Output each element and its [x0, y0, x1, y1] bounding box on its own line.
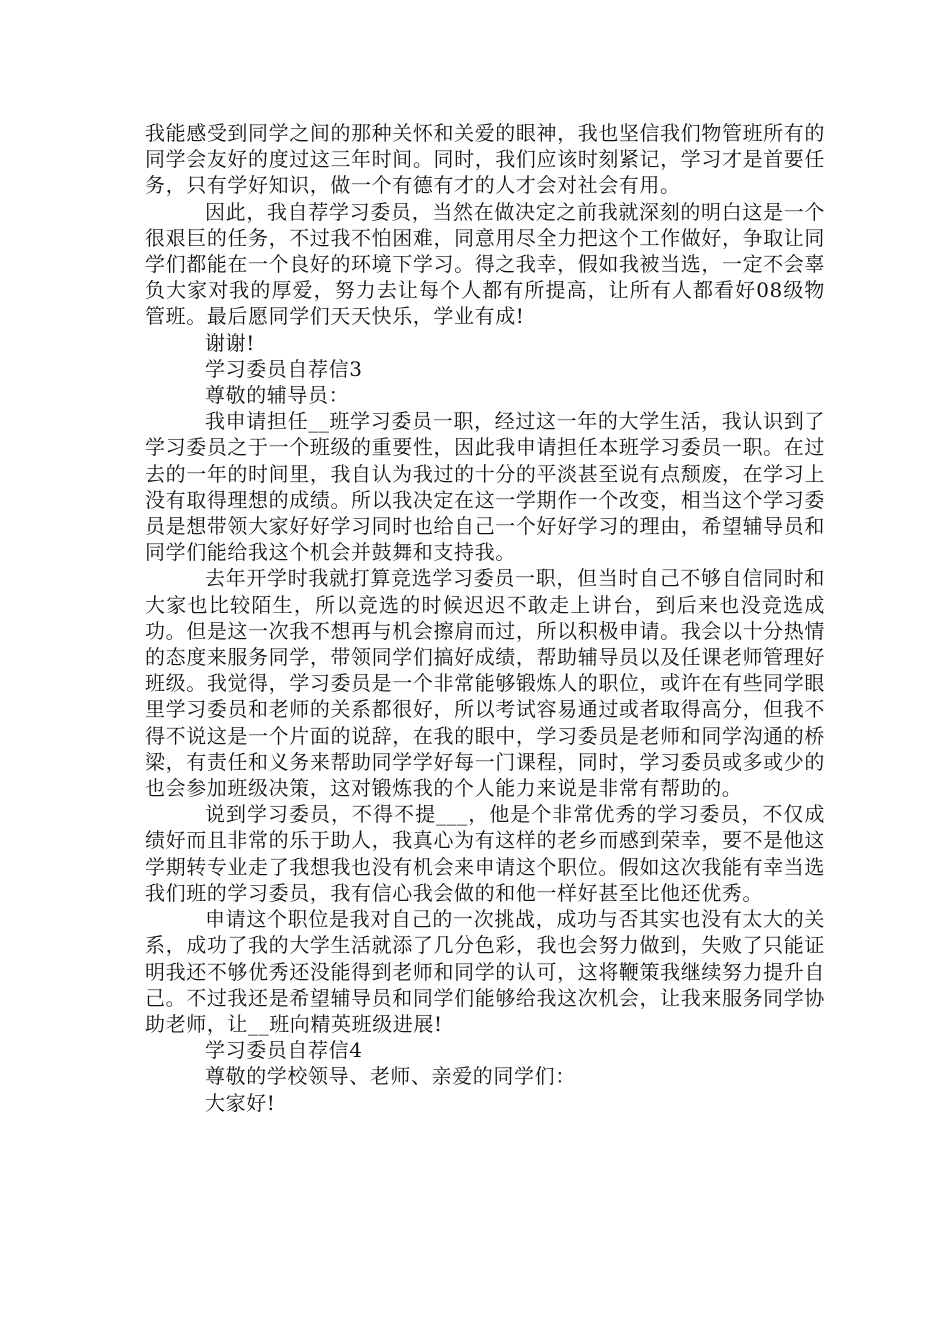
closing-thanks: 谢谢! [205, 330, 255, 355]
section-heading-letter-4: 学习委员自荐信4 [205, 1038, 363, 1063]
greeting-everyone: 大家好! [205, 1090, 276, 1115]
paragraph-self-recommendation: 因此，我自荐学习委员，当然在做决定之前我就深刻的明白这是一个很艰巨的任务，不过我不怕困难，同意用尽全力把这个工作做好，争取让同学们都能在一个良好的环境下学习。得之我幸，假如我被当选，一定不会辜负大家对我的厚爱，努力去让每个人都有所提高，让所有人都看好08级物管班。最后愿同学们天天快乐，学业有成! [145, 199, 825, 329]
document-body [145, 120, 825, 1116]
paragraph-application: 我申请担任__班学习委员一职，经过这一年的大学生活，我认识到了学习委员之于一个班级的重要性，因此我申请担任本班学习委员一职。在过去的一年的时间里，我自认为我过的十分的平淡甚至说有点颓废，在学习上没有取得理想的成绩。所以我决定在这一学期作一个改变，相当这个学习委员是想带领大家好好学习同时也给自己一个好好学习的理由，希望辅导员和同学们能给我这个机会并鼓舞和支持我。 [145, 409, 825, 565]
paragraph-intro-continuation: 我能感受到同学之间的那种关怀和关爱的眼神，我也坚信我们物管班所有的同学会友好的度过这三年时间。同时，我们应该时刻紧记，学习才是首要任务，只有学好知识，做一个有德有才的人才会对社会有用。 [145, 121, 825, 198]
salutation-counselor: 尊敬的辅导员： [205, 383, 350, 408]
paragraph-predecessor: 说到学习委员，不得不提___，他是个非常优秀的学习委员，不仅成绩好而且非常的乐于助人，我真心为有这样的老乡而感到荣幸，要不是他这学期转专业走了我想我也没有机会来申请这个职位。假如这次我能有幸当选我们班的学习委员，我有信心我会做的和他一样好甚至比他还优秀。 [145, 802, 825, 905]
salutation-leaders: 尊敬的学校领导、老师、亲爱的同学们： [205, 1064, 576, 1089]
paragraph-last-year: 去年开学时我就打算竞选学习委员一职，但当时自己不够自信同时和大家也比较陌生，所以竞选的时候迟迟不敢走上讲台，到后来也没竞选成功。但是这一次我不想再与机会擦肩而过，所以积极申请。我会以十分热情的态度来服务同学，带领同学们搞好成绩，帮助辅导员以及任课老师管理好班级。我觉得，学习委员是一个非常能够锻炼人的职位，或许在有些同学眼里学习委员和老师的关系都很好，所以考试容易通过或者取得高分，但我不得不说这是一个片面的说辞，在我的眼中，学习委员是老师和同学沟通的桥梁，有责任和义务来帮助同学学好每一门课程，同时，学习委员或多或少的也会参加班级决策，这对锻炼我的个人能力来说是非常有帮助的。 [145, 566, 825, 801]
paragraph-challenge: 申请这个职位是我对自己的一次挑战，成功与否其实也没有太大的关系，成功了我的大学生活就添了几分色彩，我也会努力做到，失败了只能证明我还不够优秀还没能得到老师和同学的认可，这将鞭策我继续努力提升自己。不过我还是希望辅导员和同学们能够给我这次机会，让我来服务同学协助老师，让__班向精英班级进展! [145, 907, 825, 1036]
section-heading-letter-3: 学习委员自荐信3 [205, 356, 363, 381]
